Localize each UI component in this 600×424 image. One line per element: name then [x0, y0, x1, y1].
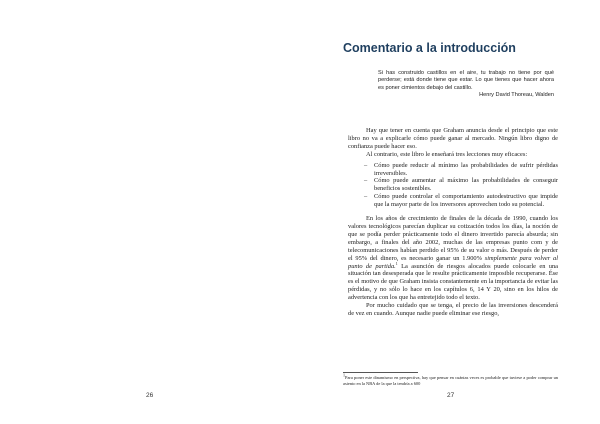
footnote-divider — [343, 372, 418, 373]
dash-bullet: – — [364, 161, 368, 169]
lessons-list — [348, 162, 558, 209]
list-item-text: Cómo puede controlar el comportamiento autodestructivo que impide que la mayor parte de los inversores aprovechen todo su potencial. — [374, 193, 558, 209]
epigraph — [378, 70, 554, 100]
dash-bullet: – — [364, 177, 368, 185]
list-item — [348, 162, 558, 178]
footnote-marker: 1 — [343, 372, 345, 378]
body-text — [348, 127, 558, 318]
paragraph-2: Al contrario, este libro le enseñará tres lecciones muy eficaces: — [366, 150, 528, 158]
footnote — [343, 372, 558, 386]
list-item-text: Cómo puede aumentar al máximo las probabilidades de conseguir beneficios sostenibles. — [374, 177, 558, 193]
paragraph-1: Hay que tener en cuenta que Graham anuncia desde el principio que este libro no va a explicarle cómo puede ganar al mercado. Ningún libro digno de confianza puede hacer eso. — [348, 127, 558, 150]
right-page — [300, 0, 600, 424]
paragraph-3-end: La asunción de riesgos alocados puede colocarle en una situación tan desesperada que le resulte prácticamente imposible recuperarse. Ése es el motivo de que Graham insista constantemente en la importancia de evitar las pérdidas, y no sólo lo hace en los capítulos 6, 14 Y 20, sino en los hilos de advertencia con los que ha entretejido todo el texto. — [348, 262, 558, 302]
paragraph-3-emphasis: simplemente para volver al punto de partida. — [348, 254, 558, 270]
chapter-title: Comentario a la introducción — [343, 41, 516, 55]
paragraph-3 — [348, 215, 558, 302]
footnote-ref: 1 — [395, 260, 398, 266]
footnote-text: Para poner este dinamismo en perspectiva, hay que pensar en cuántas veces es probable que tuviese a poder comprar un asiento en la NBA de la que la tendría a 600 — [343, 375, 558, 386]
paragraph-3-start: En los años de crecimiento de finales de la década de 1990, cuando los valores tecnológicos parecían duplicar su cotización todos los días, la noción de que se podía perder prácticamente todo el dinero invertido parecía absurda; sin embargo, a finales del año 2002, muchas de las empresas punto com y de telecomunicaciones habían perdido el 95% de su valor o más. Después de perder el 95% del dinero, es necesario ganar un 1.900% — [348, 215, 558, 262]
list-item — [348, 193, 558, 209]
dash-bullet: – — [364, 193, 368, 201]
list-item — [348, 177, 558, 193]
epigraph-author: Henry David Thoreau, Walden — [479, 92, 554, 99]
paragraph-4: Por mucho cuidado que se tenga, el precio de las inversiones descenderá de vez en cuando. Aunque nadie puede eliminar ese riesgo, — [348, 302, 558, 317]
page-number-left: 26 — [146, 392, 154, 399]
epigraph-text: Si has construido castillos en el aire, tu trabajo no tiene por qué perderse; está donde tiene que estar. Lo que tienes que hacer ahora es poner cimientos debajo del castillo. — [378, 70, 554, 91]
list-item-text: Cómo puede reducir al mínimo las probabilidades de sufrir pérdidas irreversibles. — [374, 161, 558, 177]
page-number-right: 27 — [447, 392, 455, 399]
